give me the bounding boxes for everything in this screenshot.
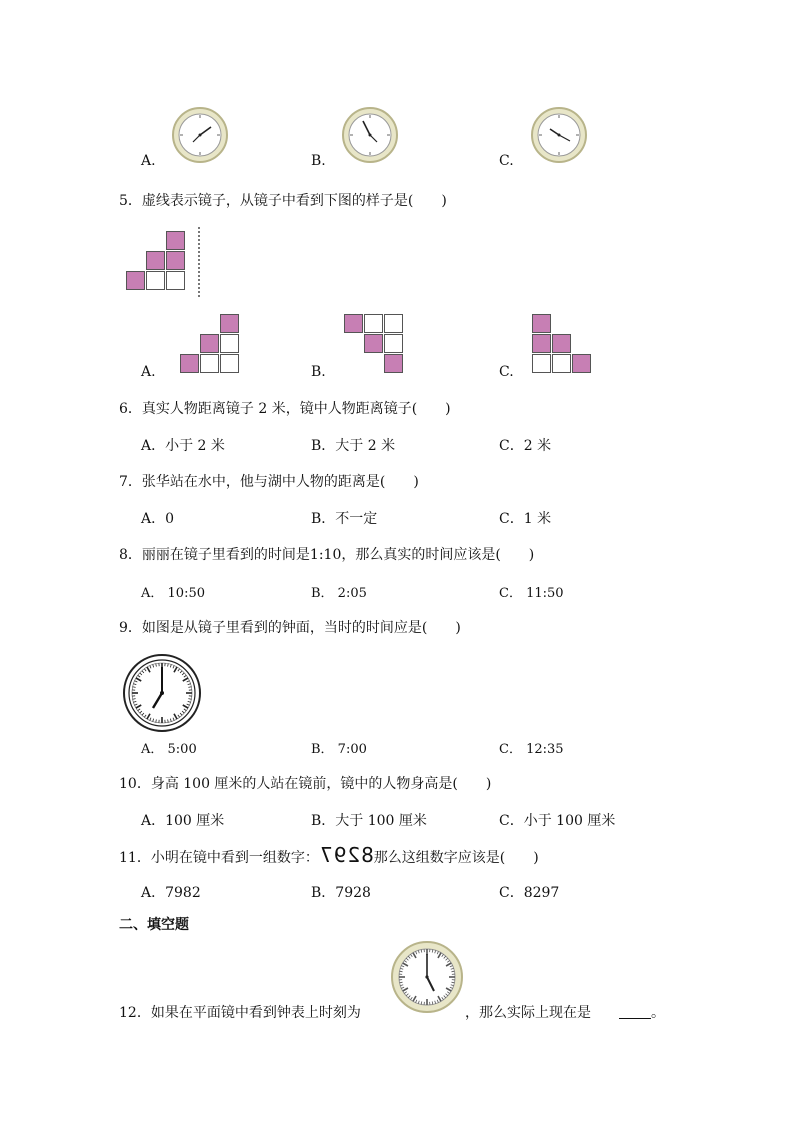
- q8-option-c[interactable]: C． 11:50: [499, 586, 564, 601]
- q5-question: 5．虚线表示镜子，从镜子中看到下图的样子是( ): [119, 193, 447, 209]
- q7-option-a[interactable]: A．0: [141, 511, 175, 527]
- q8-option-a[interactable]: A． 10:50: [141, 586, 205, 601]
- q5-option-a-figure: [180, 314, 242, 376]
- q11-option-b[interactable]: B．7928: [311, 885, 371, 901]
- q12-end: 。: [651, 1005, 665, 1021]
- q11-suffix: 那么这组数字应该是( ): [373, 850, 539, 866]
- q12-answer-blank[interactable]: [619, 1004, 651, 1019]
- q4-label-b: B.: [311, 153, 326, 169]
- q11-option-a[interactable]: A．7982: [141, 885, 201, 901]
- q5-label-c: C.: [499, 364, 514, 380]
- q9-option-a[interactable]: A． 5:00: [141, 742, 197, 757]
- q6-question: 6．真实人物距离镜子 2 米，镜中人物距离镜子( ): [119, 401, 451, 417]
- mirrored-clock-icon: [122, 653, 202, 733]
- q12-mirrored-clock-icon: [390, 940, 464, 1014]
- q5-option-c-figure: [532, 314, 594, 376]
- q6-option-c[interactable]: C．2 米: [499, 438, 552, 454]
- q5-label-a: A.: [141, 364, 156, 380]
- q11-option-c[interactable]: C．8297: [499, 885, 560, 901]
- q10-option-a[interactable]: A．100 厘米: [141, 813, 225, 829]
- q10-option-c[interactable]: C．小于 100 厘米: [499, 813, 616, 829]
- q6-option-a[interactable]: A．小于 2 米: [141, 438, 225, 454]
- q8-question: 8．丽丽在镜子里看到的时间是1:10，那么真实的时间应该是( ): [119, 547, 535, 563]
- q4-label-a: A.: [141, 153, 156, 169]
- q12-suffix: ，那么实际上现在是: [465, 1005, 591, 1021]
- q7-option-c[interactable]: C．1 米: [499, 511, 552, 527]
- q10-question: 10．身高 100 厘米的人站在镜前，镜中的人物身高是( ): [119, 776, 492, 792]
- q7-option-b[interactable]: B．不一定: [311, 511, 378, 527]
- q11-question: [119, 843, 539, 867]
- q8-option-b[interactable]: B． 2:05: [311, 586, 367, 601]
- q12-prefix: 12．如果在平面镜中看到钟表上时刻为: [119, 1005, 361, 1021]
- mirror-dashed-line: [198, 227, 200, 297]
- q5-figure: [126, 231, 206, 293]
- q6-option-b[interactable]: B．大于 2 米: [311, 438, 396, 454]
- q9-option-b[interactable]: B． 7:00: [311, 742, 367, 757]
- q9-question: 9．如图是从镜子里看到的钟面，当时的时间应是( ): [119, 620, 461, 636]
- q9-option-c[interactable]: C． 12:35: [499, 742, 564, 757]
- q5-option-b-figure: [344, 314, 406, 376]
- clock-option-a-icon: [171, 106, 229, 164]
- q5-label-b: B.: [311, 364, 326, 380]
- clock-option-b-icon: [341, 106, 399, 164]
- clock-option-c-icon: [530, 106, 588, 164]
- q11-prefix: 11．小明在镜中看到一组数字：: [119, 850, 319, 866]
- section-title-fill-in: 二、填空题: [119, 917, 189, 933]
- q7-question: 7．张华站在水中，他与湖中人物的距离是( ): [119, 474, 419, 490]
- q4-label-c: C.: [499, 153, 514, 169]
- q11-mirrored-number: 8297: [318, 843, 374, 867]
- q10-option-b[interactable]: B．大于 100 厘米: [311, 813, 427, 829]
